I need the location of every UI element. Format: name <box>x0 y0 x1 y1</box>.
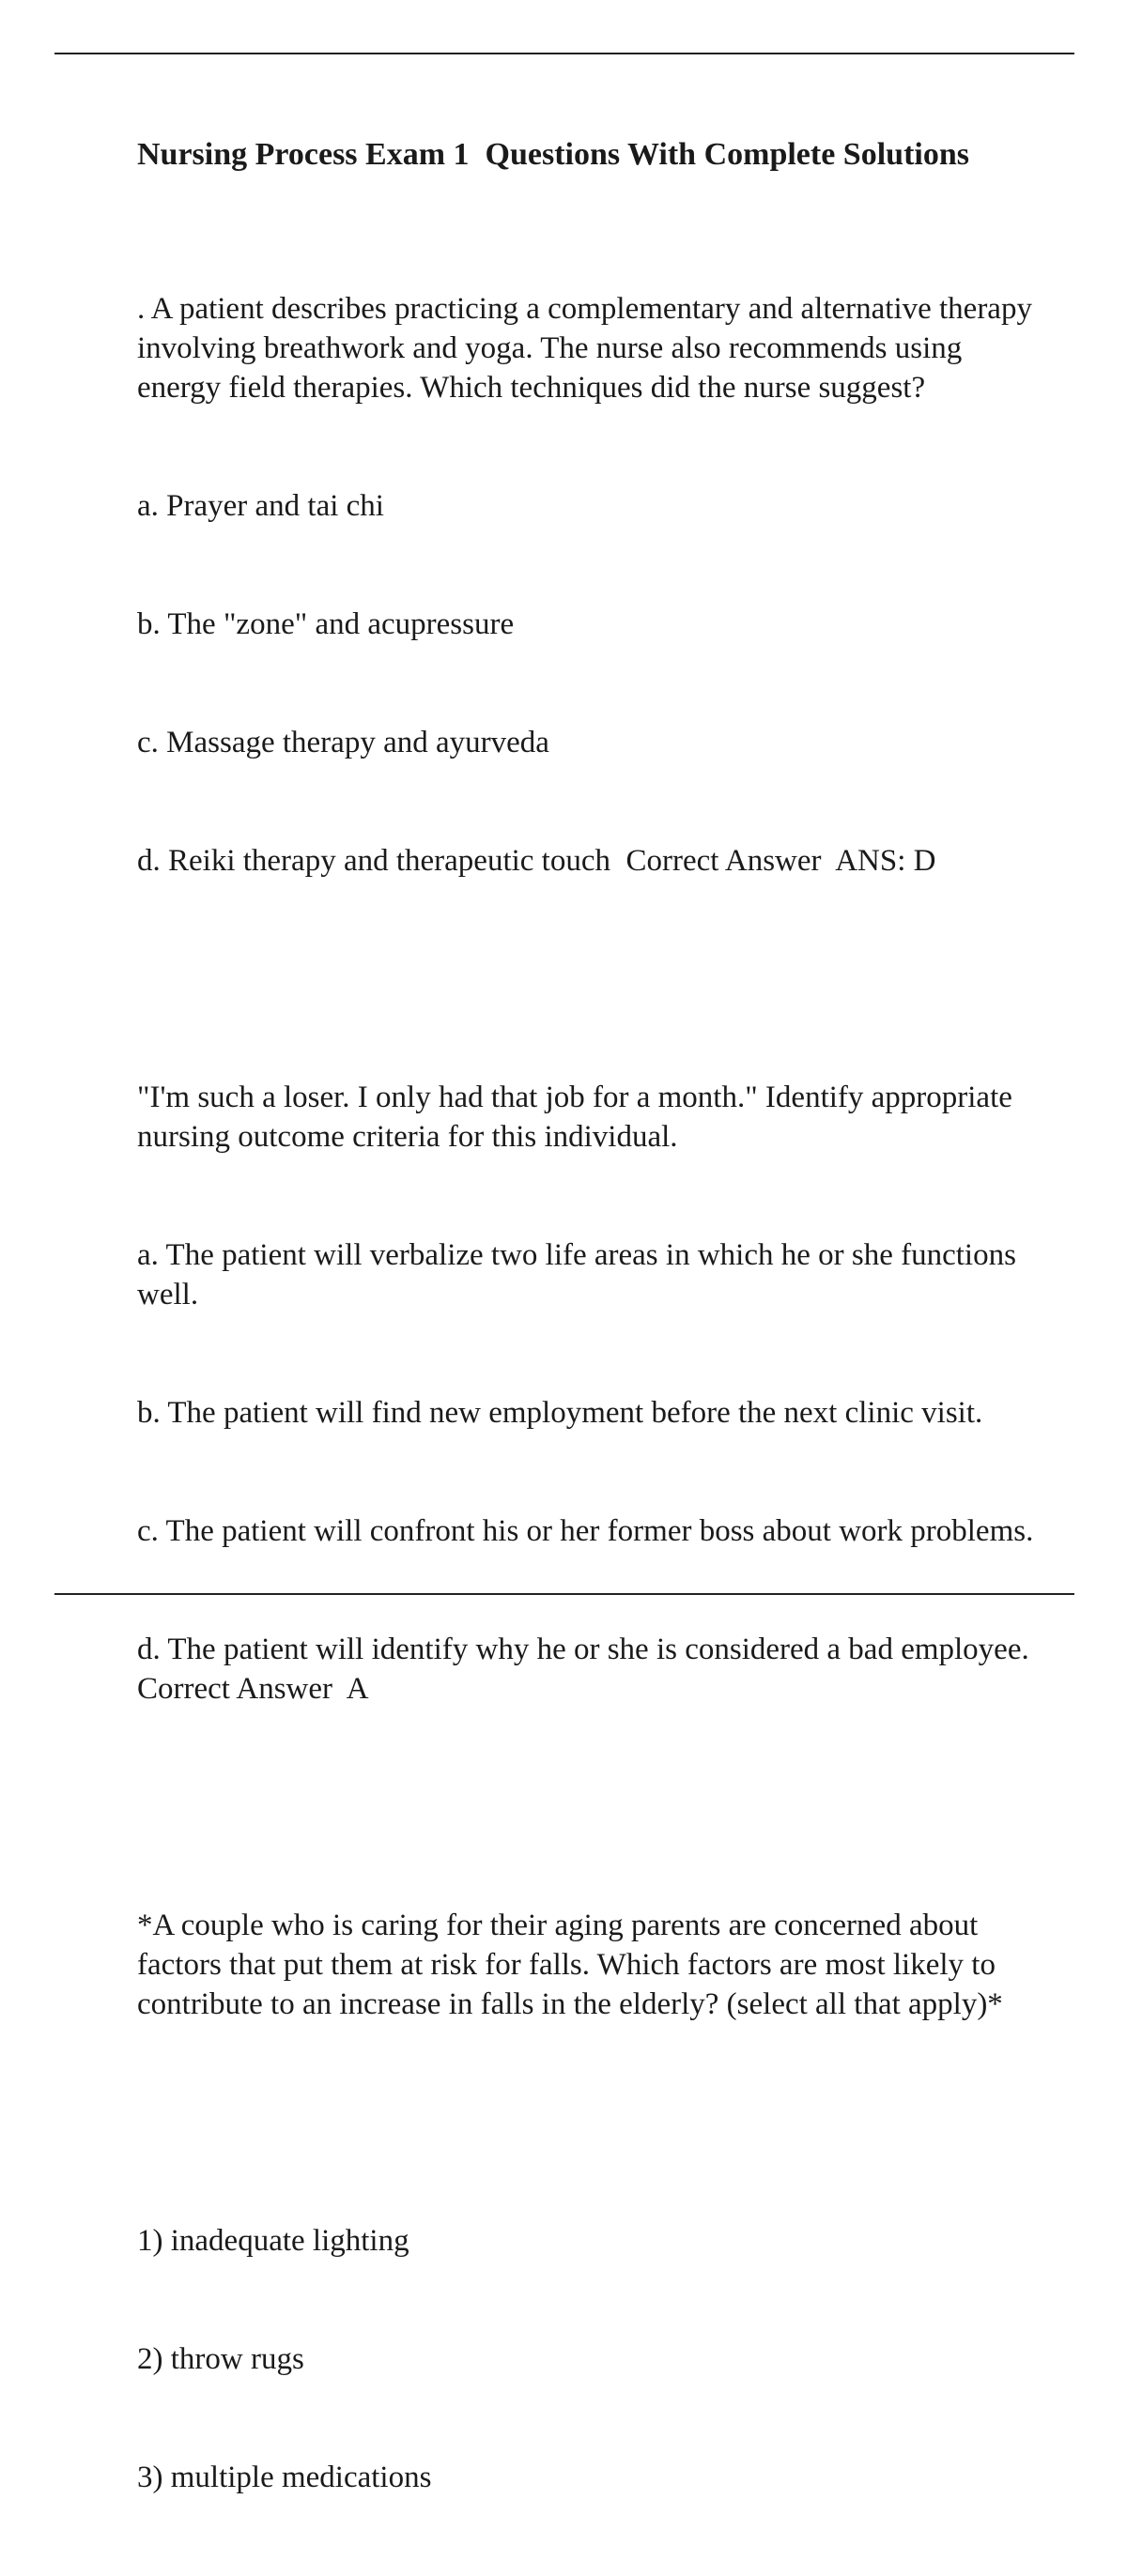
answer-option: c. The patient will confront his or her former boss about work problems. <box>137 1514 1034 1548</box>
answer-option: 2) throw rugs <box>137 2342 304 2376</box>
answer-option: c. Massage therapy and ayurveda <box>137 726 549 759</box>
bottom-rule <box>54 1593 1074 1595</box>
answer-option: a. The patient will verbalize two life areas in which he or she functions well. <box>137 1238 1025 1311</box>
paragraph-gap <box>137 2103 1039 2142</box>
answer-option: a. Prayer and tai chi <box>137 489 384 523</box>
answer-option: 3) multiple medications <box>137 2461 432 2494</box>
question-1 <box>137 210 1039 959</box>
question-stem: *A couple who is caring for their aging parents are concerned about factors that put them at risk for falls. Which factors are most likely to contribute to an increase in falls in the elderly? (select all that apply)* <box>137 1909 1004 2021</box>
answer-option: d. The patient will identify why he or she is considered a bad employee. Correct Answer A <box>137 1633 1045 1706</box>
answer-option: 1) inadequate lighting <box>137 2224 409 2258</box>
answer-option: b. The "zone" and acupressure <box>137 607 515 641</box>
question-stem: . A patient describes practicing a complementary and alternative therapy involving breathwork and yoga. The nurse also recommends using energy field therapies. Which techniques did the nurse suggest? <box>137 292 1041 405</box>
answer-option: d. Reiki therapy and therapeutic touch Correct Answer ANS: D <box>137 844 936 878</box>
top-rule <box>54 53 1074 54</box>
question-3 <box>137 1827 1039 2576</box>
question-stem: "I'm such a loser. I only had that job for a month." Identify appropriate nursing outcome criteria for this individual. <box>137 1081 1021 1154</box>
document-title: Nursing Process Exam 1 Questions With Complete Solutions <box>137 137 969 172</box>
answer-option: b. The patient will find new employment before the next clinic visit. <box>137 1396 983 1430</box>
question-2 <box>137 999 1045 1787</box>
document-body <box>137 135 1045 2576</box>
